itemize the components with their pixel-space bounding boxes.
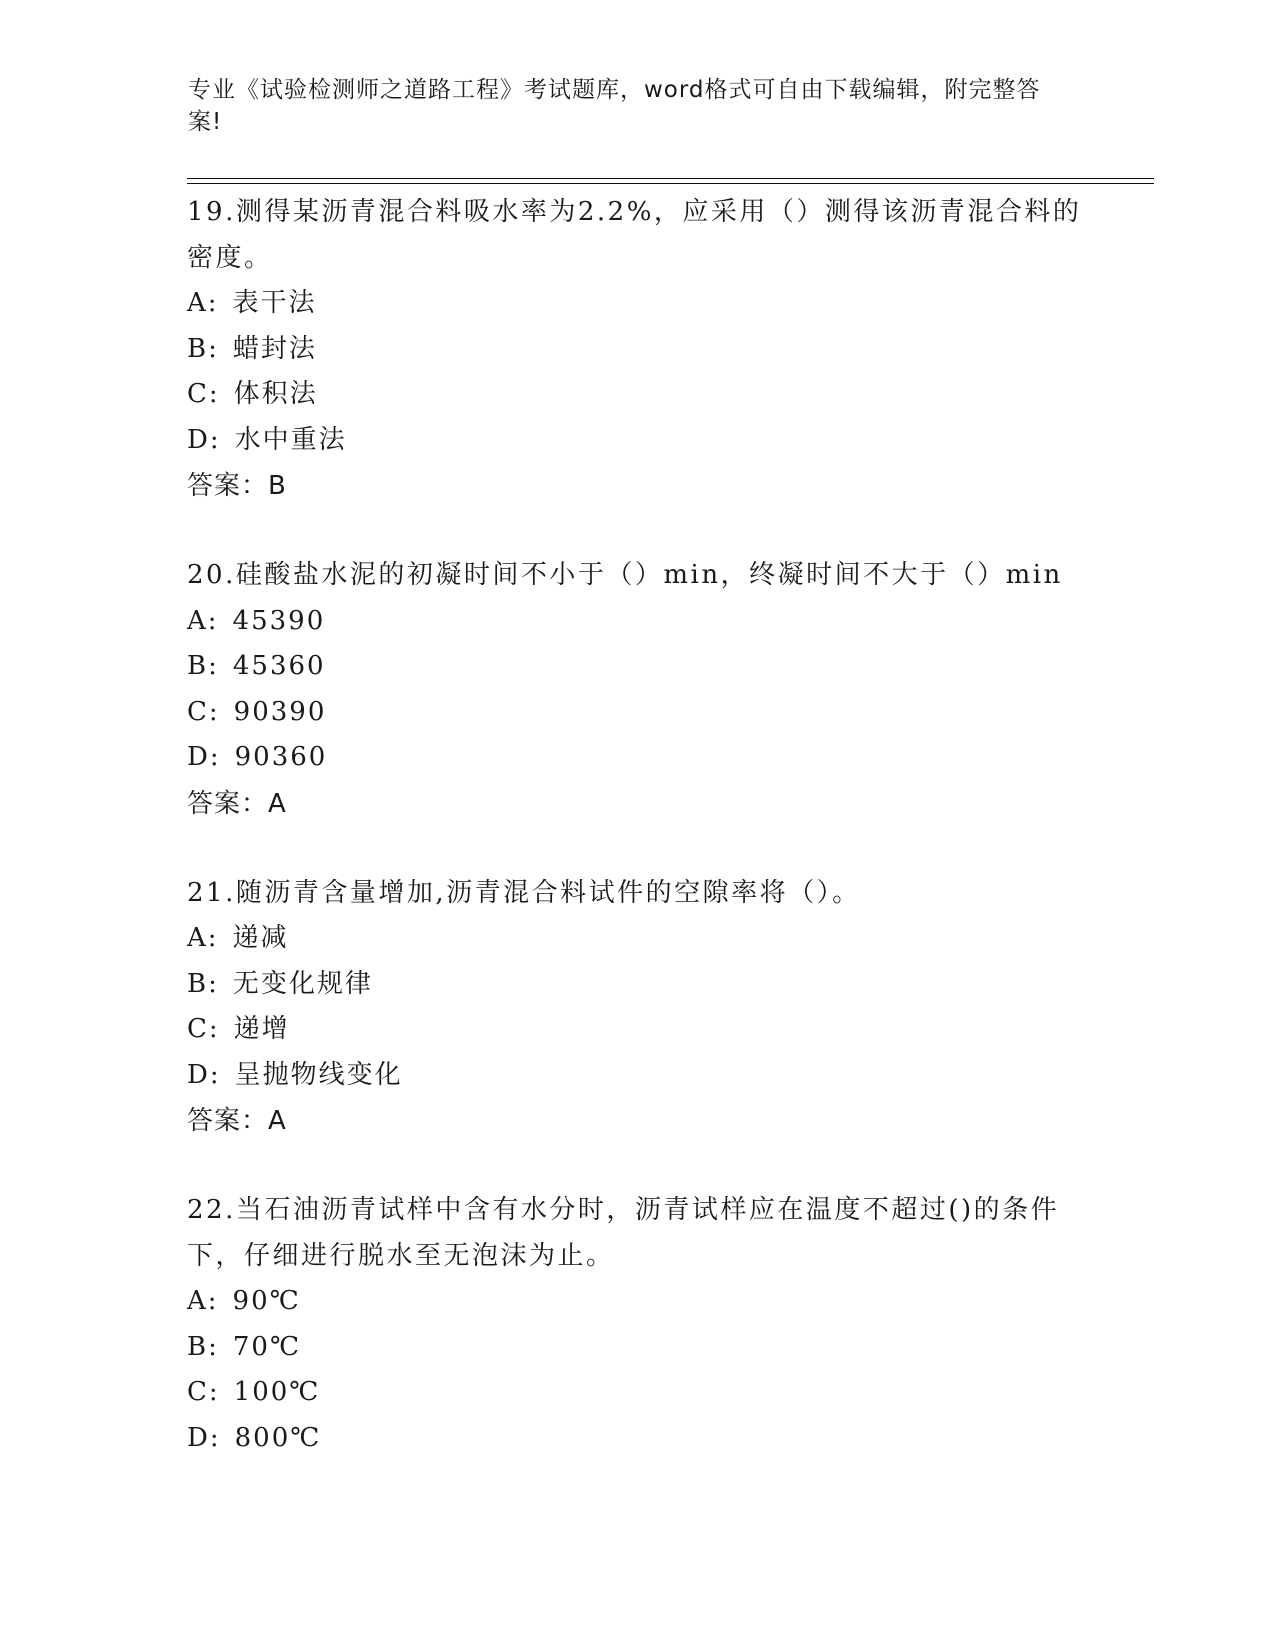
option-label: C: xyxy=(187,696,220,727)
option-a xyxy=(187,599,1087,645)
option-c xyxy=(187,372,1087,418)
option-a xyxy=(187,1279,1087,1325)
answer-line: 答案：B xyxy=(187,471,287,501)
question-stem: 22.当石油沥青试样中含有水分时，沥青试样应在温度不超过()的条件下，仔细进行脱水至无泡沫为止。 xyxy=(187,1195,1060,1271)
option-d xyxy=(187,1053,1087,1099)
question-21 xyxy=(187,871,1087,1145)
option-label: A: xyxy=(187,605,219,636)
option-text: 水中重法 xyxy=(234,424,347,455)
question-22 xyxy=(187,1188,1087,1461)
option-text: 800℃ xyxy=(234,1422,322,1453)
option-c xyxy=(187,1007,1087,1053)
option-b xyxy=(187,644,1087,690)
option-label: C: xyxy=(187,379,220,409)
header-text: 专业《试验检测师之道路工程》考试题库，word格式可自由下载编辑，附完整答案! xyxy=(188,77,1041,135)
option-text: 90360 xyxy=(234,742,328,772)
header-rule-top xyxy=(187,178,1154,179)
option-label: B: xyxy=(187,333,219,364)
question-19 xyxy=(187,190,1087,509)
option-text: 递增 xyxy=(233,1014,290,1044)
option-a xyxy=(187,916,1087,962)
option-label: B: xyxy=(187,651,219,681)
option-text: 100℃ xyxy=(233,1377,321,1407)
option-d xyxy=(187,1416,1087,1462)
option-b xyxy=(187,962,1087,1008)
option-text: 无变化规律 xyxy=(232,968,373,999)
question-stem: 19.测得某沥青混合料吸水率为2.2%，应采用（）测得该沥青混合料的密度。 xyxy=(187,197,1082,273)
option-label: A: xyxy=(187,923,219,953)
option-text: 表干法 xyxy=(232,288,317,318)
question-list xyxy=(187,190,1087,1505)
option-text: 70℃ xyxy=(232,1331,302,1362)
option-a xyxy=(187,281,1087,327)
option-d xyxy=(187,735,1087,781)
option-c xyxy=(187,1370,1087,1416)
option-c xyxy=(187,690,1087,736)
answer-line: 答案：A xyxy=(187,788,287,819)
option-label: D: xyxy=(187,424,221,455)
option-text: 45390 xyxy=(232,605,326,636)
answer-line: 答案：A xyxy=(187,1106,287,1136)
question-20 xyxy=(187,553,1087,827)
option-label: D: xyxy=(187,1422,221,1453)
option-label: D: xyxy=(187,742,221,772)
option-b xyxy=(187,327,1087,373)
option-text: 90℃ xyxy=(232,1286,301,1316)
option-label: A: xyxy=(187,1286,219,1316)
option-text: 90390 xyxy=(233,696,327,727)
option-text: 递减 xyxy=(232,923,289,953)
option-label: B: xyxy=(187,968,219,999)
document-header xyxy=(188,74,1068,138)
option-label: B: xyxy=(187,1331,219,1362)
question-stem: 21.随沥青含量增加,沥青混合料试件的空隙率将（）。 xyxy=(187,877,861,908)
option-d xyxy=(187,418,1087,464)
option-text: 呈抛物线变化 xyxy=(234,1059,403,1090)
option-b xyxy=(187,1325,1087,1371)
option-label: D: xyxy=(187,1059,221,1090)
header-rule-bottom xyxy=(187,183,1154,184)
option-text: 蜡封法 xyxy=(232,333,317,364)
option-label: C: xyxy=(187,1377,220,1407)
question-stem: 20.硅酸盐水泥的初凝时间不小于（）min，终凝时间不大于（）min xyxy=(187,560,1063,590)
option-label: A: xyxy=(187,288,219,318)
option-label: C: xyxy=(187,1014,220,1044)
option-text: 体积法 xyxy=(233,379,318,409)
option-text: 45360 xyxy=(232,651,326,681)
